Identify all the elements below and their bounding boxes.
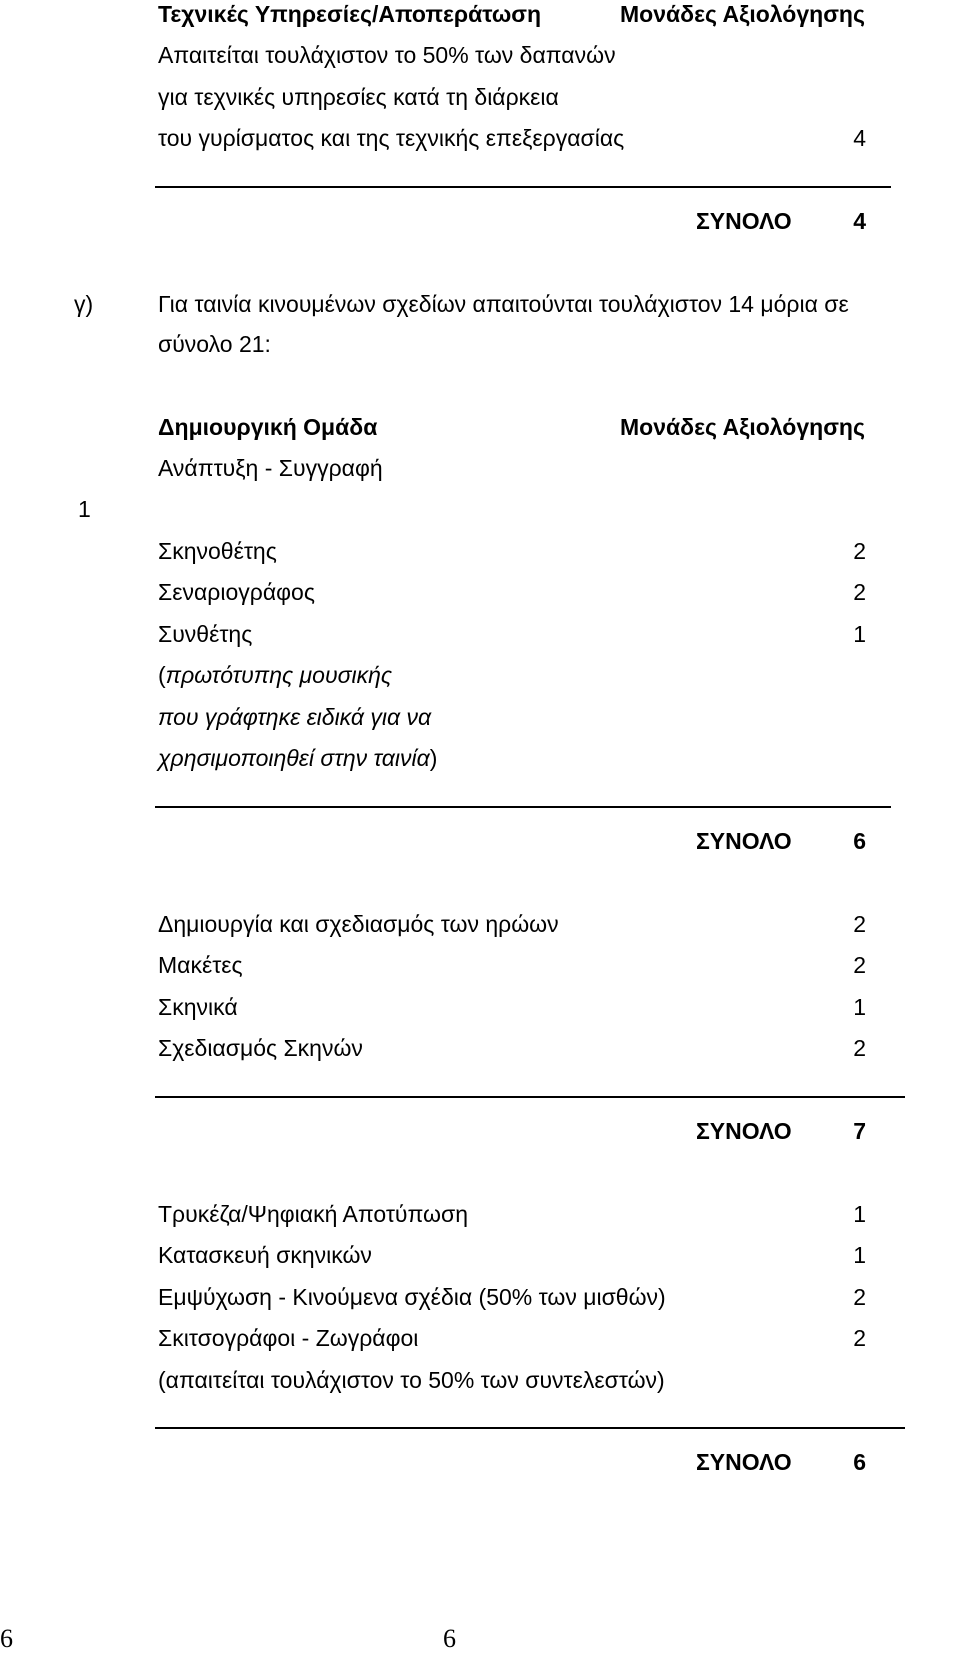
divider: [155, 1096, 905, 1098]
list-item: Εμψύχωση - Κινούμενα σχέδια (50% των μισθών): [158, 1284, 666, 1310]
item-points: 2: [853, 1325, 866, 1351]
technical-points: 4: [853, 125, 866, 151]
section-marker: γ): [74, 291, 94, 317]
list-item: Τρυκέζα/Ψηφιακή Αποτύπωση: [158, 1201, 468, 1227]
total-label: ΣΥΝΟΛΟ: [696, 1449, 792, 1475]
note-open-paren: (: [158, 662, 166, 688]
item-points: 2: [853, 952, 866, 978]
subheading: Ανάπτυξη - Συγγραφή: [158, 455, 383, 481]
list-item: Σεναριογράφος: [158, 579, 315, 605]
total-label: ΣΥΝΟΛΟ: [696, 1118, 792, 1144]
item-points: 2: [853, 911, 866, 937]
total-value: 6: [853, 828, 866, 854]
divider: [155, 1427, 905, 1429]
item-points: 1: [853, 621, 866, 647]
creative-team-heading: Δημιουργική Ομάδα: [158, 414, 378, 440]
note-text: πρωτότυπης μουσικής: [165, 662, 393, 688]
item-points: 1: [853, 1201, 866, 1227]
points-heading: Μονάδες Αξιολόγησης: [620, 1, 865, 27]
composer-note-line-1: [158, 661, 392, 689]
page-number: 6: [443, 1624, 456, 1653]
total-label: ΣΥΝΟΛΟ: [696, 828, 792, 854]
item-points: 1: [853, 994, 866, 1020]
technical-line-2: για τεχνικές υπηρεσίες κατά τη διάρκεια: [158, 84, 559, 110]
composer-note-line-2: που γράφτηκε ειδικά για να: [158, 704, 432, 730]
list-item: Σχεδιασμός Σκηνών: [158, 1035, 363, 1061]
divider: [155, 186, 891, 188]
total-value: 7: [853, 1118, 866, 1144]
list-item: Μακέτες: [158, 952, 243, 978]
composer-note-line-3: [158, 744, 437, 772]
item-points: 2: [853, 579, 866, 605]
animation-intro-line-2: σύνολο 21:: [158, 331, 271, 357]
list-item: Δημιουργία και σχεδιασμός των ηρώων: [158, 911, 559, 937]
note-close-paren: ): [429, 745, 438, 771]
total-value: 6: [853, 1449, 866, 1475]
total-value: 4: [853, 208, 866, 234]
requirement-note: (απαιτείται τουλάχιστον το 50% των συντελεστών): [158, 1367, 665, 1393]
animation-intro-line-1: Για ταινία κινουμένων σχεδίων απαιτούνται τουλάχιστον 14 μόρια σε: [158, 291, 849, 317]
item-points: 2: [853, 538, 866, 564]
list-item: Σκηνοθέτης: [158, 538, 277, 564]
technical-line-1: Απαιτείται τουλάχιστον το 50% των δαπανών: [158, 42, 616, 68]
technical-heading: Τεχνικές Υπηρεσίες/Αποπεράτωση: [158, 1, 542, 27]
list-item: Κατασκευή σκηνικών: [158, 1242, 372, 1268]
item-points: 2: [853, 1284, 866, 1310]
total-label: ΣΥΝΟΛΟ: [696, 208, 792, 234]
technical-line-3: του γυρίσματος και της τεχνικής επεξεργασίας: [158, 125, 625, 151]
divider: [155, 806, 891, 808]
item-points: 1: [853, 1242, 866, 1268]
points-heading: Μονάδες Αξιολόγησης: [620, 414, 865, 440]
page-number-left: 6: [0, 1624, 13, 1653]
list-item: Συνθέτης: [158, 621, 253, 647]
list-item: Σκιτσογράφοι - Ζωγράφοι: [158, 1325, 419, 1351]
note-text: χρησιμοποιηθεί στην ταινία: [158, 745, 430, 771]
group-number: 1: [78, 496, 91, 522]
list-item: Σκηνικά: [158, 994, 238, 1020]
item-points: 2: [853, 1035, 866, 1061]
